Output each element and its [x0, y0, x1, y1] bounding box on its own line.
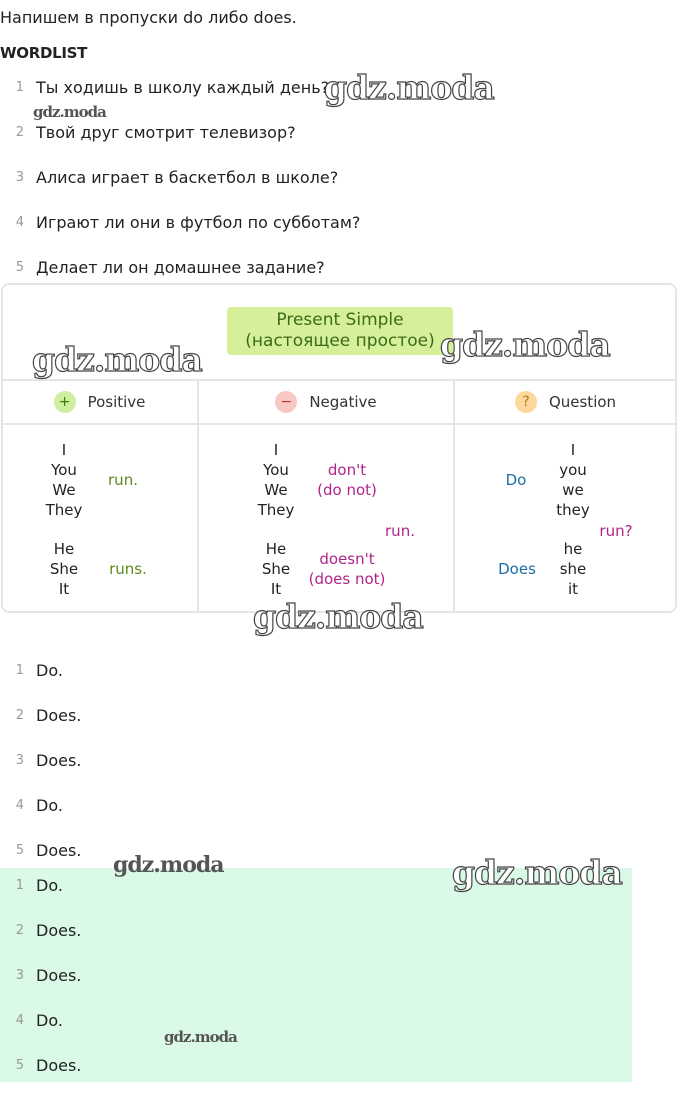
item-number: 1 [15, 662, 24, 678]
plus-icon: + [54, 391, 76, 413]
question-item [0, 210, 360, 234]
pronoun: It [58, 580, 70, 598]
answer-text: Do. [36, 795, 63, 815]
question-text: Ты ходишь в школу каждый день? [36, 77, 330, 97]
auxiliary-form: Do [505, 471, 527, 489]
item-number: 4 [15, 797, 24, 813]
question-text: Алиса играет в баскетбол в школе? [36, 167, 339, 187]
question-item [0, 255, 325, 279]
pronoun: It [270, 580, 282, 598]
pronoun: They [45, 501, 83, 519]
answer-text: Do. [36, 875, 63, 895]
answer-item [0, 918, 81, 942]
item-number: 5 [15, 842, 24, 858]
answer-item [0, 1008, 63, 1032]
question-item [0, 75, 329, 99]
pronoun: we [562, 481, 584, 499]
watermark: gdz.moda [33, 103, 106, 121]
pronoun: she [559, 560, 587, 578]
answer-item [0, 703, 81, 727]
watermark: gdz.moda [32, 340, 202, 379]
item-number: 3 [15, 752, 24, 768]
pronoun-list [543, 539, 603, 599]
answer-item [0, 873, 63, 897]
watermark: gdz.moda [164, 1028, 237, 1046]
item-number: 4 [15, 214, 24, 230]
pronoun-list [34, 539, 94, 599]
answer-highlight-block [0, 868, 632, 1082]
question-icon: ? [515, 391, 537, 413]
pronoun: You [51, 461, 77, 479]
item-number: 3 [15, 967, 24, 983]
answer-text: Does. [36, 1055, 82, 1075]
pronoun: he [563, 540, 583, 558]
watermark: gdz.moda [113, 852, 224, 878]
item-number: 1 [15, 877, 24, 893]
pronoun: She [261, 560, 291, 578]
verb-form: run. [108, 471, 138, 489]
answer-item [0, 838, 81, 862]
answer-item [0, 1053, 81, 1077]
pronoun: You [263, 461, 289, 479]
answer-text: Does. [36, 920, 82, 940]
column-header-positive [2, 381, 197, 423]
pronoun-list [246, 440, 306, 520]
wordlist-heading: WORDLIST [0, 44, 88, 62]
column-label: Question [548, 393, 617, 411]
instruction-text: Напишем в пропуски do либо does. [0, 8, 297, 27]
aux-short: doesn't [319, 550, 375, 568]
table-title [227, 307, 453, 355]
aux-short: don't [327, 461, 367, 479]
pronoun-list [34, 440, 94, 520]
pronoun: They [257, 501, 295, 519]
minus-icon: − [275, 391, 297, 413]
pronoun: I [570, 441, 576, 459]
table-title-line2: (настоящее простое) [245, 331, 435, 351]
question-item [0, 120, 296, 144]
auxiliary-form [302, 549, 392, 589]
verb-form: run. [385, 522, 415, 540]
auxiliary-form [308, 460, 386, 500]
pronoun-list [246, 539, 306, 599]
item-number: 4 [15, 1012, 24, 1028]
column-header-question [455, 381, 676, 423]
column-header-negative [199, 381, 453, 423]
answer-text: Does. [36, 965, 82, 985]
question-text: Твой друг смотрит телевизор? [36, 122, 296, 142]
item-number: 2 [15, 124, 24, 140]
answer-item [0, 658, 63, 682]
table-divider [2, 423, 676, 425]
answer-text: Does. [36, 840, 82, 860]
auxiliary-form: Does [498, 560, 536, 578]
pronoun: you [559, 461, 587, 479]
item-number: 2 [15, 922, 24, 938]
answer-item [0, 963, 81, 987]
answer-text: Do. [36, 660, 63, 680]
aux-full: (do not) [317, 481, 377, 499]
table-title-line1: Present Simple [276, 310, 404, 330]
watermark: gdz.moda [253, 597, 423, 636]
question-text: Делает ли он домашнее задание? [36, 257, 325, 277]
pronoun: We [264, 481, 288, 499]
pronoun: He [265, 540, 287, 558]
answer-item [0, 748, 81, 772]
aux-full: (does not) [308, 570, 386, 588]
verb-form: runs. [109, 560, 147, 578]
item-number: 5 [15, 259, 24, 275]
answer-item [0, 793, 63, 817]
pronoun: I [61, 441, 67, 459]
pronoun: She [49, 560, 79, 578]
watermark: gdz.moda [440, 325, 610, 364]
answer-text: Do. [36, 1010, 63, 1030]
column-label: Positive [87, 393, 146, 411]
pronoun: they [556, 501, 590, 519]
question-text: Играют ли они в футбол по субботам? [36, 212, 361, 232]
answer-text: Does. [36, 750, 82, 770]
item-number: 2 [15, 707, 24, 723]
pronoun: We [52, 481, 76, 499]
pronoun-list [543, 440, 603, 520]
pronoun: I [273, 441, 279, 459]
pronoun: it [567, 580, 579, 598]
question-item [0, 165, 338, 189]
watermark: gdz.moda [452, 853, 622, 892]
item-number: 3 [15, 169, 24, 185]
item-number: 1 [15, 79, 24, 95]
pronoun: He [53, 540, 75, 558]
column-label: Negative [309, 393, 377, 411]
answer-text: Does. [36, 705, 82, 725]
watermark: gdz.moda [324, 68, 494, 107]
item-number: 5 [15, 1057, 24, 1073]
verb-form: run? [599, 522, 633, 540]
